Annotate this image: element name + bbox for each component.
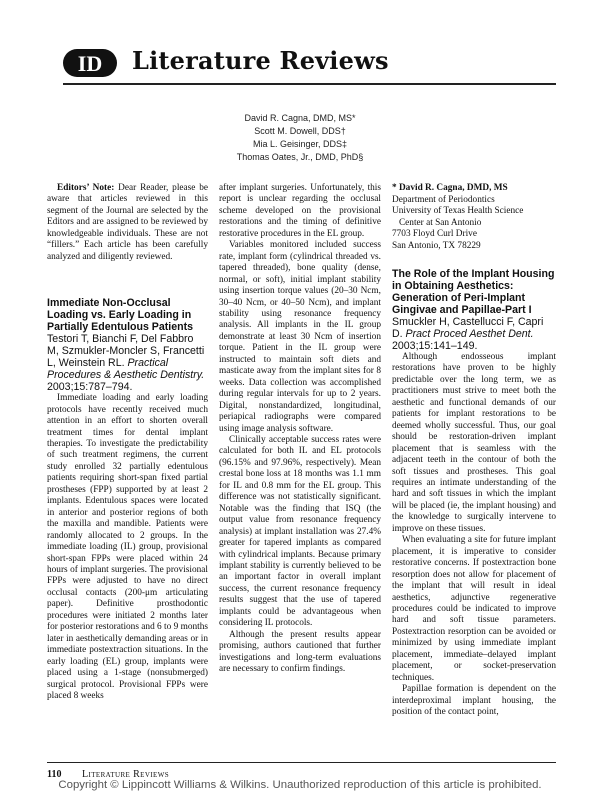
address-line: 7703 Floyd Curl Drive bbox=[392, 229, 477, 239]
author-line: Scott M. Dowell, DDS† bbox=[254, 126, 346, 136]
article2-cite-authors: Smuckler H, Castellucci F, Capri D. bbox=[392, 316, 544, 340]
editors-note bbox=[47, 183, 208, 263]
address-line: Department of Periodontics bbox=[392, 194, 495, 205]
footer-divider bbox=[47, 762, 556, 763]
article1-paragraph: Immediate loading and early loading protocols have recently received much attention in an effort to shorten overall treatment times for dental implant therapies. To investigate the predictability of such treatment regimens, the current study enrolled 32 partially edentulous patients requiring short-span fixed partial prostheses (FPP) supported by at least 2 implants. Edentulous spaces were located in anterior and posterior regions of both the maxilla and mandible. Patients were randomly allocated to 2 groups. In the immediate loading (IL) group, provisional short-span FPPs were placed within 24 hours of implant surgeries. The provisional FPPs were adjusted to have no direct occlusal contacts (200-μm articulating paper). Definitive prosthodontic procedures were initiated 2 months later for posterior restorations and 6 to 9 months later in aesthetically demanding areas or in immediate postextraction situations. In the early loading (EL) group, implants were placed using a 1-stage (nonsubmerged) surgical protocol. Provisional FPPs were placed 8 weeks bbox=[47, 393, 208, 701]
article1-cite-ref: 2003;15:787–794. bbox=[47, 381, 133, 394]
header-divider bbox=[63, 83, 556, 85]
column-right bbox=[392, 183, 556, 719]
article1-paragraph: Although the present results appear promising, authors cautioned that further investigations and long-term evaluations are necessary to confirm findings. bbox=[219, 629, 381, 675]
address-line: Center at San Antonio bbox=[392, 217, 482, 228]
author-line: David R. Cagna, DMD, MS* bbox=[244, 113, 356, 123]
address-line: San Antonio, TX 78229 bbox=[392, 240, 481, 251]
article1-title: Immediate Non-Occlusal Loading vs. Early Loading in Partially Edentulous Patients bbox=[47, 297, 193, 334]
page-number: 110 bbox=[47, 769, 62, 780]
review-authors bbox=[200, 112, 400, 164]
article2-cite-ref: 2003;15:141–149. bbox=[392, 340, 478, 352]
correspondence-name: * David R. Cagna, DMD, MS bbox=[392, 183, 508, 193]
author-line: Thomas Oates, Jr., DMD, PhD§ bbox=[236, 152, 364, 162]
column-middle bbox=[219, 183, 381, 675]
correspondence-address bbox=[392, 183, 556, 252]
section-title: Literature Reviews bbox=[132, 46, 389, 75]
article1-paragraph: Clinically acceptable success rates were calculated for both IL and EL protocols (96.15% and 97.96%, respectively). Mean crestal bone loss at 18 months was 1.1 mm for IL and 0.8 mm for the EL group. This difference was not statistically significant. Notable was the finding that ISQ (the output value from resonance frequency analysis) at implant installation was 27.4% greater for tapered implants as compared with cylindrical implants. Because primary implant stability is currently believed to be an important factor in overall implant success, the current resonance frequency results suggest that the use of tapered implants could be advantageous when considering IL protocols. bbox=[219, 434, 381, 629]
article2-title: The Role of the Implant Housing in Obtaining Aesthetics: Generation of Peri-Implant Gingivae and Papillae-Part I bbox=[392, 268, 555, 316]
logo-text: ID bbox=[77, 51, 103, 76]
article1-citation bbox=[47, 333, 208, 393]
address-line: University of Texas Health Science bbox=[392, 206, 524, 216]
copyright-notice: Copyright © Lippincott Williams & Wilkins. Unauthorized reproduction of this article is prohibited. bbox=[58, 779, 542, 791]
article1-cite-authors: Testori T, Bianchi F, Del Fabbro M, Szmukler-Moncler S, Francetti L, Weinstein RL. bbox=[47, 333, 205, 370]
editors-note-text: Dear Reader, please be aware that articles reviewed in this segment of the Journal are selected by the Editors and are assigned to be reviewed by knowledgeable individuals. These are not “fillers.” Each article has been carefully analyzed and diligently reviewed. bbox=[47, 183, 208, 262]
column-left bbox=[47, 183, 208, 702]
article2-paragraph: When evaluating a site for future implant placement, it is imperative to consider restorative concerns. If postextraction bone resorption does not allow for placement of the implant that will result in ideal aesthetics, adjunctive regenerative procedures could be indicated to improve hard and soft tissue parameters. Postextraction resorption can be avoided or minimized by using immediate implant placement, immediate–delayed implant placement, or socket-preservation techniques. bbox=[392, 535, 556, 683]
article2-cite-journal: Pract Proced Aesthet Dent. bbox=[405, 328, 534, 340]
article2-citation bbox=[392, 316, 556, 352]
article1-paragraph: Variables monitored included success rate, implant form (cylindrical threaded vs. tapered threaded), bone quality (dense, normal, or soft), initial implant stability using insertion torque values (20–30 Ncm, 30–40 Ncm, or 40–50 Ncm), and implant stability using resonance frequency analysis. All implants in the IL group demonstrate at least 30 Ncm of insertion torque. Patient in the IL group were instructed to maintain soft diets and masticate away from the implant sites for 8 weeks. Data collection was accomplished during regular intervals for up to 2 years. Digital, nonstandardized, longitudinal, periapical radiographs were compared using image analysis software. bbox=[219, 240, 381, 434]
footer-section-name: Literature Reviews bbox=[82, 769, 170, 780]
article2-paragraph: Although endosseous implant restorations have proven to be highly predictable over the long term, we as practitioners must strive to meet both the aesthetic and functional demands of our patients for implant restorations to be deemed wholly successful. Thus, our goal should be restoration-driven implant placement that is seamless with the adjacent teeth in the contour of both the soft tissues and prostheses. This goal requires an intimate understanding of the hard and soft tissues in which the implant will be placed (ie, the implant housing) and the knowledge to surgically intervene to improve on these tissues. bbox=[392, 352, 556, 534]
article1-cite-journal: Practical Procedures & Aesthetic Dentistry. bbox=[47, 357, 205, 382]
article1-paragraph-continued: after implant surgeries. Unfortunately, this report is unclear regarding the occlusal scheme developed on the provisional restorations and the timing of definitive restorative procedures in the EL group. bbox=[219, 183, 381, 239]
author-line: Mia L. Geisinger, DDS‡ bbox=[252, 139, 348, 149]
article2-paragraph: Papillae formation is dependent on the interdeproximal implant housing, the position of the contact point, bbox=[392, 684, 556, 718]
journal-logo bbox=[63, 49, 117, 77]
editors-note-label: Editors’ Note: bbox=[57, 183, 115, 193]
